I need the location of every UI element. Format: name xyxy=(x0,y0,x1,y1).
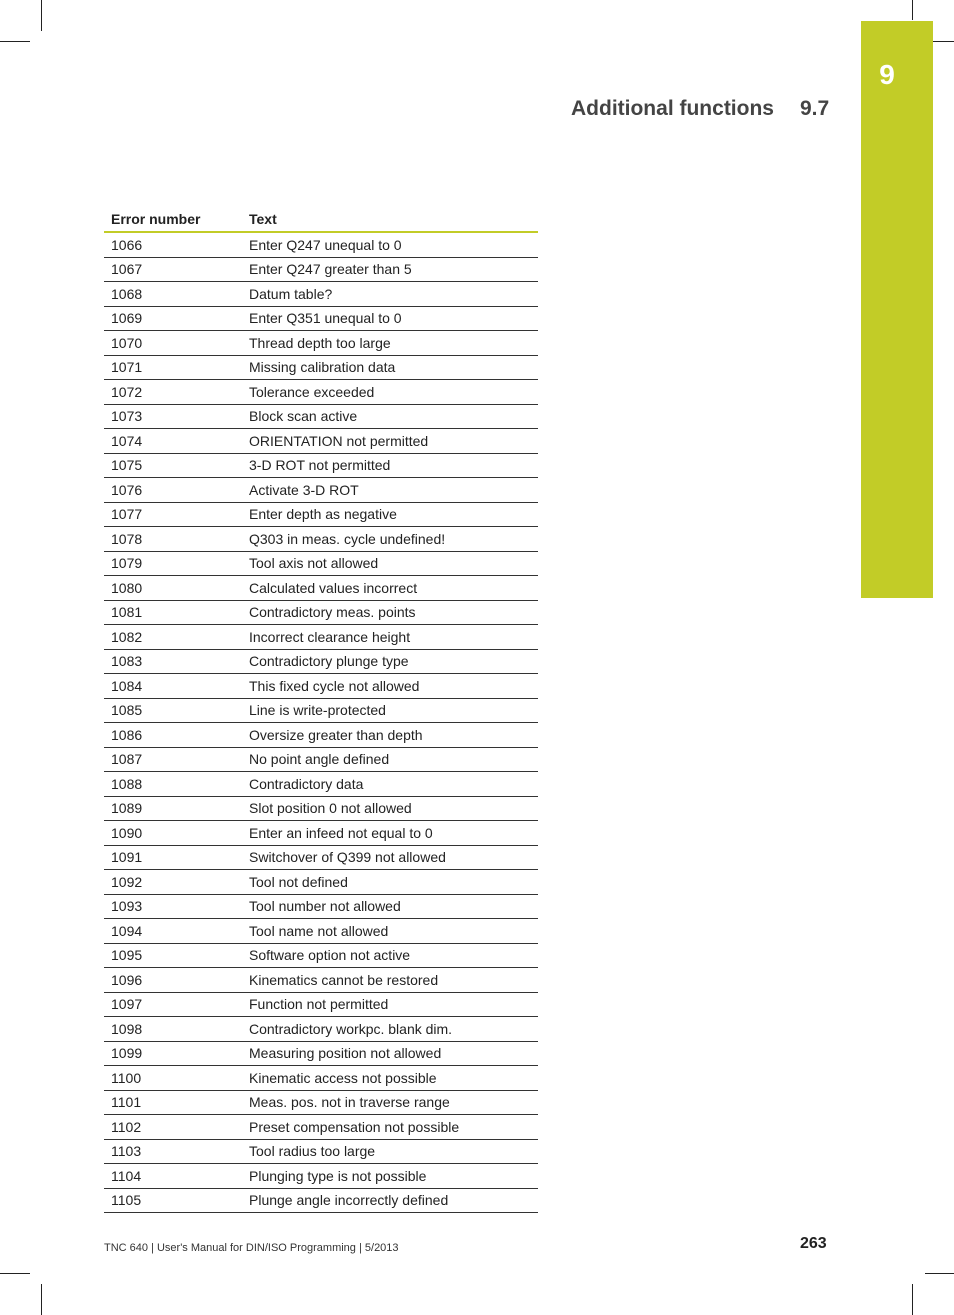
table-body xyxy=(104,232,538,1213)
error-number-cell: 1088 xyxy=(104,772,242,797)
error-text-cell: Tool radius too large xyxy=(242,1139,538,1164)
page-number: 263 xyxy=(800,1235,827,1252)
error-number-cell: 1074 xyxy=(104,429,242,454)
error-number-cell: 1087 xyxy=(104,747,242,772)
error-text-cell: Incorrect clearance height xyxy=(242,625,538,650)
table-row xyxy=(104,331,538,356)
table-row xyxy=(104,1115,538,1140)
crop-mark xyxy=(925,1273,954,1274)
error-number-cell: 1104 xyxy=(104,1164,242,1189)
error-number-cell: 1100 xyxy=(104,1066,242,1091)
error-text-cell: Enter depth as negative xyxy=(242,502,538,527)
error-number-cell: 1080 xyxy=(104,576,242,601)
table-row xyxy=(104,355,538,380)
error-text-cell: Line is write-protected xyxy=(242,698,538,723)
chapter-number: 9 xyxy=(879,59,895,90)
error-number-cell: 1078 xyxy=(104,527,242,552)
table-row xyxy=(104,674,538,699)
error-text-cell: Kinematic access not possible xyxy=(242,1066,538,1091)
error-number-cell: 1086 xyxy=(104,723,242,748)
table-row xyxy=(104,380,538,405)
table-row xyxy=(104,723,538,748)
error-text-cell: Activate 3-D ROT xyxy=(242,478,538,503)
section-number: 9.7 xyxy=(799,97,830,120)
error-number-cell: 1083 xyxy=(104,649,242,674)
error-number-cell: 1077 xyxy=(104,502,242,527)
section-title: Additional functions xyxy=(571,97,774,120)
table-row xyxy=(104,1164,538,1189)
error-number-cell: 1076 xyxy=(104,478,242,503)
error-text-cell: Plunging type is not possible xyxy=(242,1164,538,1189)
section-header xyxy=(571,97,829,127)
table-row xyxy=(104,870,538,895)
error-number-cell: 1067 xyxy=(104,257,242,282)
crop-mark xyxy=(0,1273,30,1274)
error-number-cell: 1096 xyxy=(104,968,242,993)
table-row xyxy=(104,527,538,552)
table-row xyxy=(104,772,538,797)
table-row xyxy=(104,576,538,601)
table-row xyxy=(104,404,538,429)
table-row xyxy=(104,1139,538,1164)
table-row xyxy=(104,1188,538,1213)
error-number-cell: 1081 xyxy=(104,600,242,625)
table-row xyxy=(104,919,538,944)
error-number-cell: 1068 xyxy=(104,282,242,307)
error-text-cell: 3-D ROT not permitted xyxy=(242,453,538,478)
error-number-cell: 1070 xyxy=(104,331,242,356)
footer-text: TNC 640 | User's Manual for DIN/ISO Programming | 5/2013 xyxy=(104,1242,399,1254)
error-text-cell: Contradictory meas. points xyxy=(242,600,538,625)
error-text-cell: Enter Q247 greater than 5 xyxy=(242,257,538,282)
chapter-tab xyxy=(861,21,933,598)
error-number-cell: 1092 xyxy=(104,870,242,895)
error-text-cell: Tool not defined xyxy=(242,870,538,895)
error-text-cell: Datum table? xyxy=(242,282,538,307)
error-text-cell: Enter an infeed not equal to 0 xyxy=(242,821,538,846)
error-number-cell: 1091 xyxy=(104,845,242,870)
error-number-cell: 1102 xyxy=(104,1115,242,1140)
crop-mark xyxy=(41,1284,42,1315)
error-number-cell: 1103 xyxy=(104,1139,242,1164)
table-row xyxy=(104,1090,538,1115)
error-text-cell: Oversize greater than depth xyxy=(242,723,538,748)
error-text-cell: Contradictory data xyxy=(242,772,538,797)
column-header-text: Text xyxy=(242,207,538,232)
table-header-row xyxy=(104,207,538,232)
error-number-cell: 1073 xyxy=(104,404,242,429)
error-text-cell: Switchover of Q399 not allowed xyxy=(242,845,538,870)
table-row xyxy=(104,845,538,870)
error-text-cell: Software option not active xyxy=(242,943,538,968)
table-row xyxy=(104,429,538,454)
error-number-cell: 1084 xyxy=(104,674,242,699)
table-row xyxy=(104,478,538,503)
error-number-cell: 1093 xyxy=(104,894,242,919)
table-row xyxy=(104,943,538,968)
error-table xyxy=(104,207,538,1213)
error-number-cell: 1097 xyxy=(104,992,242,1017)
error-number-cell: 1071 xyxy=(104,355,242,380)
error-text-cell: Contradictory plunge type xyxy=(242,649,538,674)
error-text-cell: Thread depth too large xyxy=(242,331,538,356)
error-number-cell: 1098 xyxy=(104,1017,242,1042)
error-number-cell: 1095 xyxy=(104,943,242,968)
error-number-cell: 1069 xyxy=(104,306,242,331)
error-number-cell: 1089 xyxy=(104,796,242,821)
error-text-cell: Missing calibration data xyxy=(242,355,538,380)
table-row xyxy=(104,257,538,282)
error-number-cell: 1090 xyxy=(104,821,242,846)
error-text-cell: Tool name not allowed xyxy=(242,919,538,944)
error-text-cell: Tool number not allowed xyxy=(242,894,538,919)
error-text-cell: Slot position 0 not allowed xyxy=(242,796,538,821)
error-number-cell: 1101 xyxy=(104,1090,242,1115)
table-row xyxy=(104,894,538,919)
table-row xyxy=(104,747,538,772)
crop-mark xyxy=(41,0,42,31)
error-number-cell: 1099 xyxy=(104,1041,242,1066)
error-text-cell: Tolerance exceeded xyxy=(242,380,538,405)
error-number-cell: 1072 xyxy=(104,380,242,405)
table-row xyxy=(104,1066,538,1091)
table-row xyxy=(104,649,538,674)
column-header-error-number: Error number xyxy=(104,207,242,232)
error-number-cell: 1094 xyxy=(104,919,242,944)
error-number-cell: 1075 xyxy=(104,453,242,478)
error-text-cell: Function not permitted xyxy=(242,992,538,1017)
error-number-cell: 1079 xyxy=(104,551,242,576)
error-text-cell: Meas. pos. not in traverse range xyxy=(242,1090,538,1115)
table-row xyxy=(104,968,538,993)
table-row xyxy=(104,992,538,1017)
error-text-cell: Tool axis not allowed xyxy=(242,551,538,576)
table-row xyxy=(104,453,538,478)
error-text-cell: Measuring position not allowed xyxy=(242,1041,538,1066)
error-text-cell: Kinematics cannot be restored xyxy=(242,968,538,993)
error-text-cell: Preset compensation not possible xyxy=(242,1115,538,1140)
error-text-cell: Contradictory workpc. blank dim. xyxy=(242,1017,538,1042)
error-number-cell: 1066 xyxy=(104,232,242,257)
table-row xyxy=(104,625,538,650)
error-text-cell: Block scan active xyxy=(242,404,538,429)
crop-mark xyxy=(0,41,30,42)
crop-mark xyxy=(912,0,913,20)
error-number-cell: 1105 xyxy=(104,1188,242,1213)
error-text-cell: Enter Q351 unequal to 0 xyxy=(242,306,538,331)
error-number-cell: 1082 xyxy=(104,625,242,650)
table-row xyxy=(104,551,538,576)
table-row xyxy=(104,821,538,846)
error-text-cell: No point angle defined xyxy=(242,747,538,772)
table-row xyxy=(104,796,538,821)
error-text-cell: This fixed cycle not allowed xyxy=(242,674,538,699)
table-row xyxy=(104,502,538,527)
table-row xyxy=(104,698,538,723)
table-row xyxy=(104,1017,538,1042)
crop-mark xyxy=(912,1284,913,1315)
error-text-cell: ORIENTATION not permitted xyxy=(242,429,538,454)
error-text-cell: Calculated values incorrect xyxy=(242,576,538,601)
table-row xyxy=(104,232,538,257)
error-number-cell: 1085 xyxy=(104,698,242,723)
error-text-cell: Enter Q247 unequal to 0 xyxy=(242,232,538,257)
table-row xyxy=(104,306,538,331)
table-row xyxy=(104,282,538,307)
error-text-cell: Q303 in meas. cycle undefined! xyxy=(242,527,538,552)
table-row xyxy=(104,1041,538,1066)
table-row xyxy=(104,600,538,625)
error-text-cell: Plunge angle incorrectly defined xyxy=(242,1188,538,1213)
